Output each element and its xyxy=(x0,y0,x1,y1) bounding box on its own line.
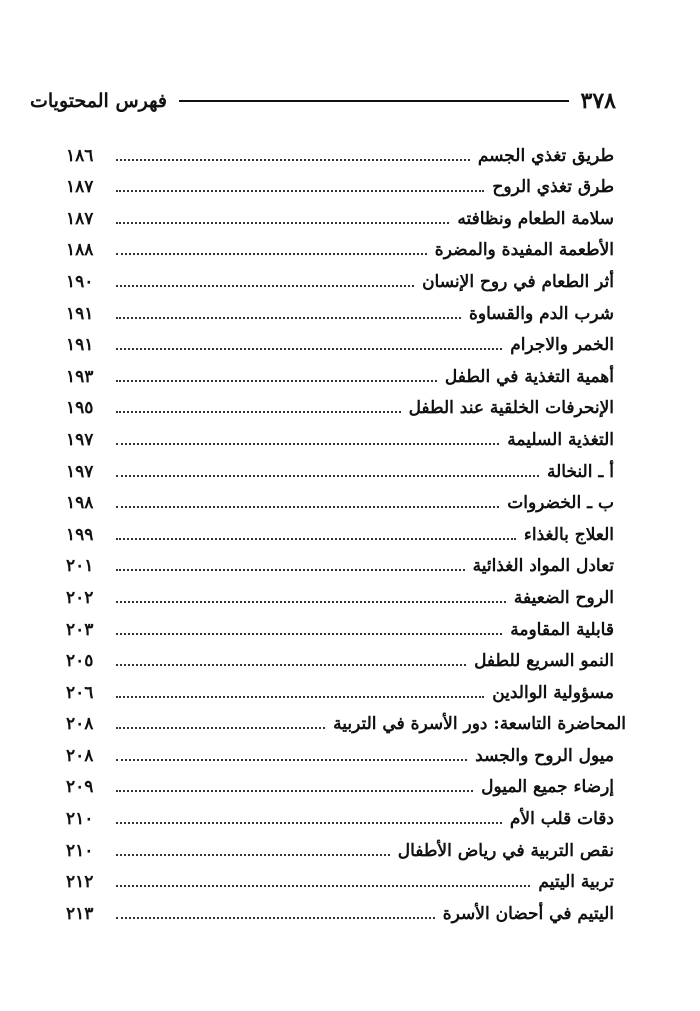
toc-entry xyxy=(66,391,626,423)
toc-entry-title: طريق تغذي الجسم xyxy=(477,145,614,166)
toc-entry-page: ٢١٣ xyxy=(66,903,94,924)
toc-entry-page: ١٩٠ xyxy=(66,271,94,292)
dot-leader xyxy=(116,506,499,508)
toc-entry-page: ١٨٧ xyxy=(66,208,94,229)
header-rule xyxy=(179,100,569,102)
dot-leader xyxy=(116,854,390,856)
toc-entry-page: ١٩٥ xyxy=(66,398,94,419)
toc-entry xyxy=(66,454,626,486)
toc-entry-page: ٢٠٨ xyxy=(66,745,94,766)
dot-leader xyxy=(116,159,470,161)
dot-leader xyxy=(116,917,435,919)
toc-entry-page: ١٨٧ xyxy=(66,177,94,198)
dot-leader xyxy=(116,380,437,382)
toc-entry-page: ٢٠٥ xyxy=(66,651,94,672)
dot-leader xyxy=(116,411,401,413)
toc-entry xyxy=(66,517,626,549)
toc-entry xyxy=(66,580,626,612)
toc-entry xyxy=(66,612,626,644)
toc-entry-title: أهمية التغذية في الطفل xyxy=(444,366,614,387)
toc-entry-title: الروح الضعيفة xyxy=(513,587,614,608)
toc-entry-page: ١٨٦ xyxy=(66,145,94,166)
toc-entry xyxy=(66,738,626,770)
toc-entry xyxy=(66,422,626,454)
dot-leader xyxy=(116,538,516,540)
dot-leader xyxy=(116,348,502,350)
toc-entry-page: ٢١٠ xyxy=(66,840,94,861)
page-header xyxy=(30,86,616,116)
toc-entry-page: ١٩١ xyxy=(66,335,94,356)
toc-entry-page: ١٩٩ xyxy=(66,524,94,545)
toc-entry xyxy=(66,328,626,360)
toc-entry-title: ميول الروح والجسد xyxy=(475,745,614,766)
toc-entry-page: ١٩٨ xyxy=(66,493,94,514)
toc-entry-title: النمو السريع للطفل xyxy=(474,651,614,672)
toc-entry xyxy=(66,865,626,897)
toc-entry-title: إرضاء جميع الميول xyxy=(481,777,614,798)
toc-entry-title: دقات قلب الأم xyxy=(509,809,614,830)
toc-entry xyxy=(66,170,626,202)
toc-entry-title: طرق تغذي الروح xyxy=(492,177,614,198)
dot-leader xyxy=(116,317,461,319)
dot-leader xyxy=(116,727,325,729)
toc-entry xyxy=(66,770,626,802)
dot-leader xyxy=(116,569,465,571)
dot-leader xyxy=(116,759,467,761)
toc-entry-page: ٢٠٣ xyxy=(66,619,94,640)
dot-leader xyxy=(116,633,502,635)
toc-entry-title: اليتيم في أحضان الأسرة xyxy=(442,903,614,924)
dot-leader xyxy=(116,475,539,477)
toc-entry xyxy=(66,675,626,707)
toc-entry xyxy=(66,896,626,928)
dot-leader xyxy=(116,696,484,698)
toc-entry-page: ٢٠٩ xyxy=(66,777,94,798)
toc-entry xyxy=(66,233,626,265)
toc-entry-page: ٢٠٨ xyxy=(66,714,94,735)
dot-leader xyxy=(116,443,499,445)
dot-leader xyxy=(116,601,506,603)
toc-entry-page: ١٩١ xyxy=(66,303,94,324)
dot-leader xyxy=(116,790,473,792)
toc-chapter-entry xyxy=(66,707,626,739)
toc-entry xyxy=(66,264,626,296)
toc-entry-title: الإنحرفات الخلقية عند الطفل xyxy=(408,398,614,419)
toc-entry xyxy=(66,801,626,833)
toc-entry xyxy=(66,201,626,233)
toc-entry xyxy=(66,486,626,518)
toc-entry-title: نقص التربية في رياض الأطفال xyxy=(397,840,614,861)
toc-entry-title: تعادل المواد الغذائية xyxy=(472,556,614,577)
toc-entry-title: العلاج بالغذاء xyxy=(523,524,614,545)
toc-entry xyxy=(66,644,626,676)
toc-entry-page: ١٩٧ xyxy=(66,429,94,450)
toc-entry-title: قابلية المقاومة xyxy=(510,619,614,640)
toc-entry-page: ٢٠٦ xyxy=(66,682,94,703)
dot-leader xyxy=(116,285,414,287)
toc-entry xyxy=(66,833,626,865)
dot-leader xyxy=(116,664,466,666)
toc-entry-page: ٢٠١ xyxy=(66,556,94,577)
dot-leader xyxy=(116,822,502,824)
toc-entry-title: الخمر والاجرام xyxy=(510,335,614,356)
toc-entry xyxy=(66,549,626,581)
toc-entry-page: ٢١٢ xyxy=(66,872,94,893)
dot-leader xyxy=(116,253,427,255)
toc-entry-title: التغذية السليمة xyxy=(507,429,614,450)
toc-entry xyxy=(66,296,626,328)
toc-entry-page: ١٩٣ xyxy=(66,366,94,387)
toc-entry-title: مسؤولية الوالدين xyxy=(492,682,614,703)
dot-leader xyxy=(116,190,484,192)
toc-entry-title: تربية اليتيم xyxy=(538,872,614,893)
toc-entry-title: ب ـ الخضروات xyxy=(507,493,614,514)
toc-entry-title: شرب الدم والقساوة xyxy=(469,303,614,324)
toc-entry-page: ١٩٧ xyxy=(66,461,94,482)
toc-entry xyxy=(66,359,626,391)
toc-entry xyxy=(66,138,626,170)
toc-entry-page: ٢٠٢ xyxy=(66,587,94,608)
dot-leader xyxy=(116,885,530,887)
toc-entry-page: ١٨٨ xyxy=(66,240,94,261)
dot-leader xyxy=(116,222,449,224)
toc-entry-page: ٢١٠ xyxy=(66,809,94,830)
toc-entry-title: سلامة الطعام ونظافته xyxy=(457,208,614,229)
toc-entry-title: أ ـ النخالة xyxy=(546,461,614,482)
header-title: فهرس المحتويات xyxy=(30,90,167,112)
toc-entry-title: أثر الطعام في روح الإنسان xyxy=(422,271,614,292)
toc-entry-title: الأطعمة المفيدة والمضرة xyxy=(434,240,614,261)
toc-entry-title: المحاضرة التاسعة: دور الأسرة في التربية xyxy=(333,714,626,735)
table-of-contents xyxy=(66,138,626,928)
page-number: ٣٧٨ xyxy=(580,88,616,114)
